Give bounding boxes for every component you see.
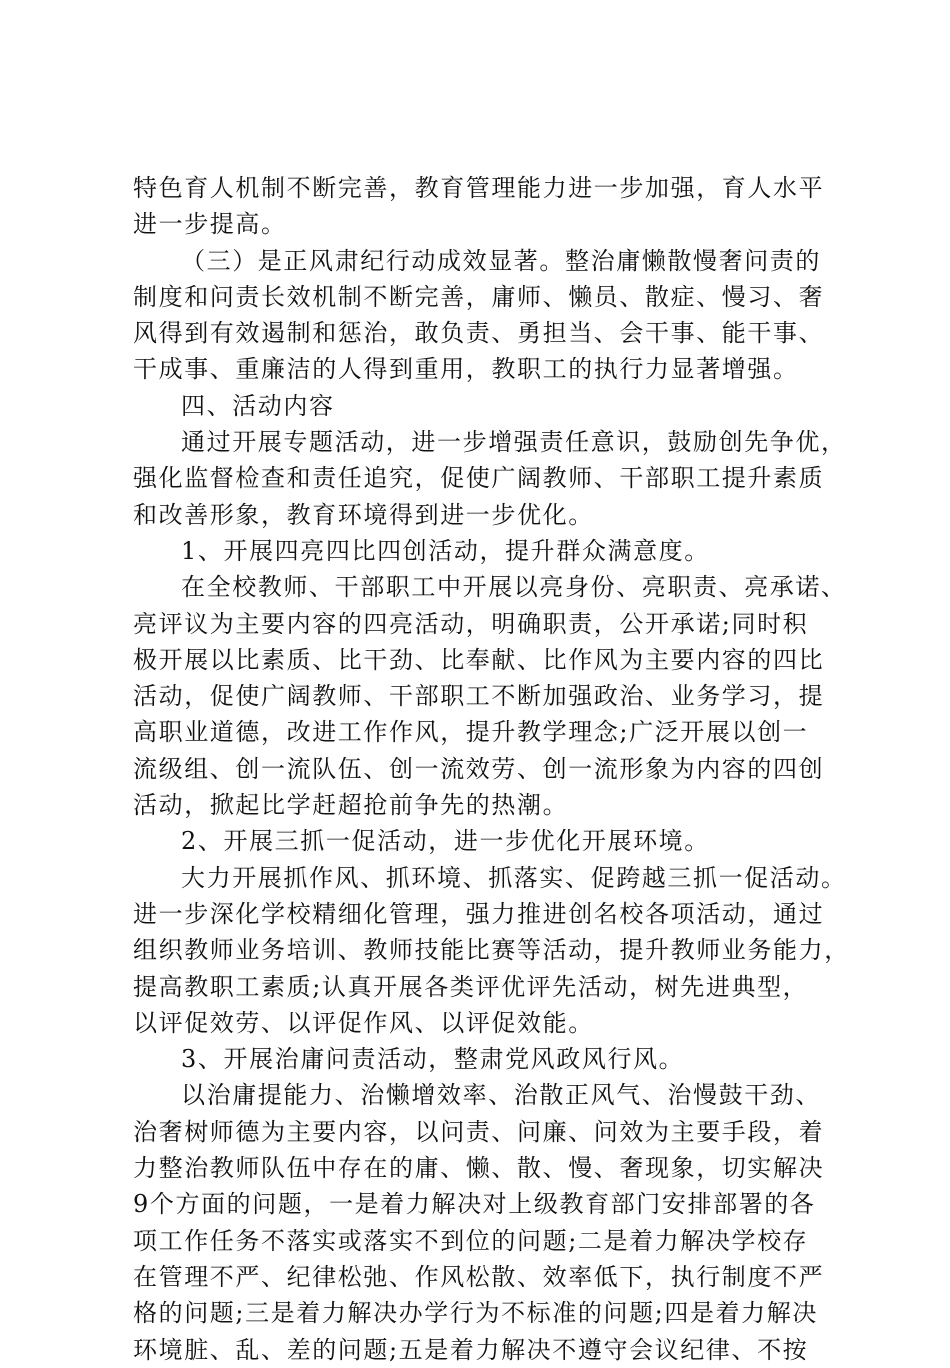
text-line: 项工作任务不落实或落实不到位的问题;二是着力解决学校存 (133, 1226, 809, 1255)
text-line: 极开展以比素质、比干劲、比奉献、比作风为主要内容的四比 (133, 645, 825, 674)
text-line: 活动，促使广阔教师、干部职工不断加强政治、业务学习，提 (133, 682, 825, 711)
text-line: 格的问题;三是着力解决办学行为不标准的问题;四是着力解决 (133, 1299, 818, 1328)
text-line: 以治庸提能力、治懒增效率、治散正风气、治慢鼓干劲、 (181, 1081, 821, 1110)
text-line: 9个方面的问题，一是着力解决对上级教育部门安排部署的各 (133, 1190, 816, 1219)
text-line: 流级组、创一流队伍、创一流效劳、创一流形象为内容的四创 (133, 754, 825, 783)
section-heading: 四、活动内容 (181, 391, 335, 420)
text-line: 活动，掀起比学赶超抢前争先的热潮。 (133, 791, 569, 820)
item-heading: 3、开展治庸问责活动，整肃党风政风行风。 (181, 1045, 685, 1074)
text-line: 进一步提高。 (133, 210, 287, 239)
text-line: 提高教职工素质;认真开展各类评优评先活动，树先进典型， (133, 972, 809, 1001)
text-line: 强化监督检查和责任追究，促使广阔教师、干部职工提升素质 (133, 464, 825, 493)
text-line: 制度和问责长效机制不断完善，庸师、懒员、散症、慢习、奢 (133, 282, 825, 311)
text-line: 和改善形象，教育环境得到进一步优化。 (133, 500, 594, 529)
text-line: 亮评议为主要内容的四亮活动，明确职责，公开承诺;同时积 (133, 609, 809, 638)
text-line: 高职业道德，改进工作作风，提升教学理念;广泛开展以创一 (133, 718, 809, 747)
item-heading: 1、开展四亮四比四创活动，提升群众满意度。 (181, 536, 710, 565)
text-line: 进一步深化学校精细化管理，强力推进创名校各项活动，通过 (133, 899, 825, 928)
text-line: 大力开展抓作风、抓环境、抓落实、促跨越三抓一促活动。 (181, 863, 847, 892)
text-line: 力整治教师队伍中存在的庸、懒、散、慢、奢现象，切实解决 (133, 1154, 825, 1183)
text-line: 在全校教师、干部职工中开展以亮身份、亮职责、亮承诺、 (181, 573, 847, 602)
text-line: 特色育人机制不断完善，教育管理能力进一步加强，育人水平 (133, 174, 825, 202)
text-line: 环境脏、乱、差的问题;五是着力解决不遵守会议纪律、不按 (133, 1335, 809, 1364)
document-body (133, 170, 850, 1368)
text-line: （三）是正风肃纪行动成效显著。整治庸懒散慢奢问责的 (181, 246, 821, 275)
text-line: 以评促效劳、以评促作风、以评促效能。 (133, 1008, 594, 1037)
text-line: 干成事、重廉洁的人得到重用，教职工的执行力显著增强。 (133, 355, 799, 384)
text-line: 治奢树师德为主要内容，以问责、问廉、问效为主要手段，着 (133, 1117, 825, 1146)
text-line: 通过开展专题活动，进一步增强责任意识，鼓励创先争优， (181, 428, 847, 457)
item-heading: 2、开展三抓一促活动，进一步优化开展环境。 (181, 827, 710, 856)
text-line: 组织教师业务培训、教师技能比赛等活动，提升教师业务能力， (133, 936, 850, 965)
text-line: 在管理不严、纪律松弛、作风松散、效率低下，执行制度不严 (133, 1262, 825, 1291)
text-line: 风得到有效遏制和惩治，敢负责、勇担当、会干事、能干事、 (133, 319, 825, 348)
